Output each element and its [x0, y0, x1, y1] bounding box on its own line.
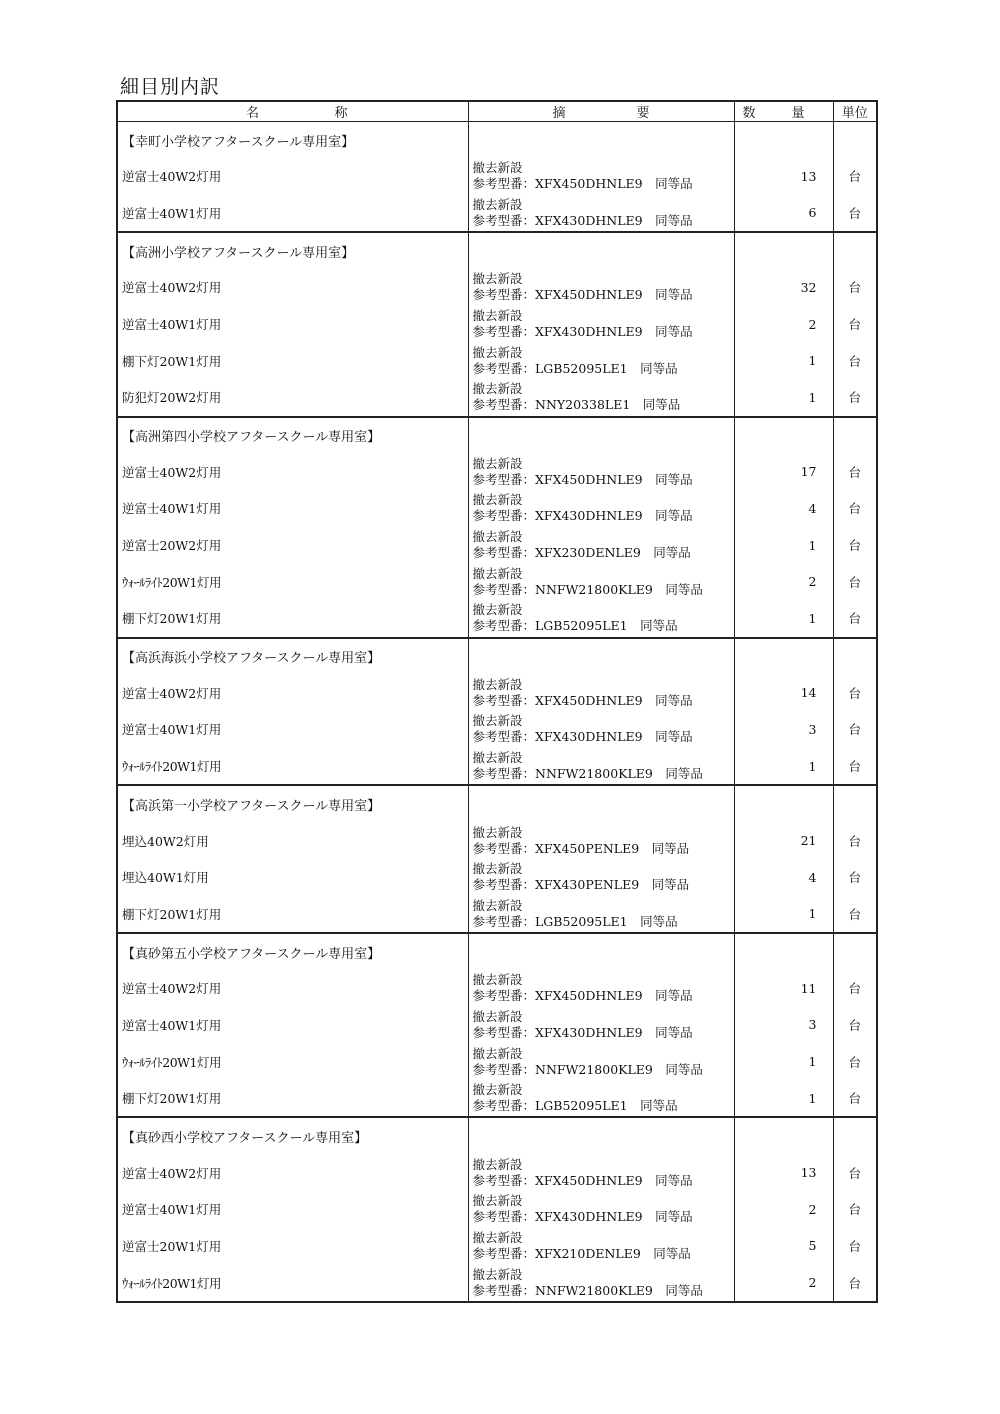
- item-quantity: 1: [734, 748, 833, 786]
- item-description-line1: 撤去新設: [472, 492, 523, 508]
- header-quantity: [734, 101, 833, 122]
- empty-cell: [734, 785, 833, 822]
- item-quantity: 6: [734, 195, 833, 233]
- empty-cell: [734, 638, 833, 675]
- table-row: [117, 490, 877, 527]
- item-name: 埋込40W1灯用: [117, 859, 468, 896]
- header-name: [117, 101, 468, 122]
- item-description-line1: 撤去新設: [472, 1045, 523, 1061]
- item-unit: 台: [833, 1043, 877, 1080]
- group-heading: 【幸町小学校アフタースクール専用室】: [117, 122, 468, 159]
- item-description-line2: 参考型番：XFX430DHNLE9 同等品: [472, 508, 693, 524]
- item-description-line1: 撤去新設: [472, 1156, 523, 1172]
- item-description-line2: 参考型番：XFX450DHNLE9 同等品: [472, 176, 693, 192]
- item-name: 棚下灯20W1灯用: [117, 600, 468, 638]
- item-name: 逆富士40W1灯用: [117, 306, 468, 343]
- item-quantity: 4: [734, 490, 833, 527]
- header-name-char-1: 名: [246, 106, 260, 121]
- item-unit: 台: [833, 1080, 877, 1118]
- item-unit: 台: [833, 896, 877, 934]
- item-description-line2: 参考型番：LGB52095LE1 同等品: [472, 1098, 678, 1114]
- item-name: 逆富士40W1灯用: [117, 195, 468, 233]
- item-description-line2: 参考型番：NNFW21800KLE9 同等品: [472, 766, 703, 782]
- item-description-line1: 撤去新設: [472, 750, 523, 766]
- item-description-line1: 撤去新設: [472, 897, 523, 913]
- item-description: [468, 342, 734, 379]
- item-unit: 台: [833, 342, 877, 379]
- item-description-line2: 参考型番：XFX430DHNLE9 同等品: [472, 1024, 693, 1040]
- item-unit: 台: [833, 970, 877, 1007]
- item-unit: 台: [833, 306, 877, 343]
- empty-cell: [833, 122, 877, 159]
- item-description: [468, 490, 734, 527]
- empty-cell: [833, 638, 877, 675]
- item-description-line1: 撤去新設: [472, 1229, 523, 1245]
- group-heading-row: [117, 417, 877, 454]
- header-name-char-2: 称: [334, 106, 348, 121]
- item-name: ｳｫｰﾙﾗｲﾄ20W1灯用: [117, 563, 468, 600]
- item-name: 逆富士40W2灯用: [117, 970, 468, 1007]
- item-description-line2: 参考型番：XFX450DHNLE9 同等品: [472, 988, 693, 1004]
- item-name: ｳｫｰﾙﾗｲﾄ20W1灯用: [117, 748, 468, 786]
- group-heading: 【高洲小学校アフタースクール専用室】: [117, 232, 468, 269]
- empty-cell: [734, 232, 833, 269]
- item-unit: 台: [833, 269, 877, 306]
- table-row: [117, 859, 877, 896]
- empty-cell: [468, 122, 734, 159]
- header-qty-char-2: 量: [791, 106, 805, 121]
- item-unit: 台: [833, 1264, 877, 1302]
- item-quantity: 1: [734, 600, 833, 638]
- item-description-line1: 撤去新設: [472, 344, 523, 360]
- group-heading-row: [117, 933, 877, 970]
- item-quantity: 13: [734, 158, 833, 195]
- item-description-line2: 参考型番：XFX430DHNLE9 同等品: [472, 1209, 693, 1225]
- item-description: [468, 1154, 734, 1191]
- item-quantity: 1: [734, 1080, 833, 1118]
- item-description-line1: 撤去新設: [472, 196, 523, 212]
- item-description: [468, 822, 734, 859]
- item-name: 棚下灯20W1灯用: [117, 342, 468, 379]
- item-unit: 台: [833, 1154, 877, 1191]
- group-heading-row: [117, 1117, 877, 1154]
- table-row: [117, 1228, 877, 1265]
- empty-cell: [734, 417, 833, 454]
- table-row: [117, 711, 877, 748]
- item-description-line2: 参考型番：LGB52095LE1 同等品: [472, 913, 678, 929]
- item-quantity: 11: [734, 970, 833, 1007]
- item-description-line1: 撤去新設: [472, 1193, 523, 1209]
- table-row: [117, 306, 877, 343]
- item-quantity: 1: [734, 896, 833, 934]
- item-unit: 台: [833, 822, 877, 859]
- item-name: 防犯灯20W2灯用: [117, 379, 468, 417]
- empty-cell: [833, 785, 877, 822]
- item-description-line2: 参考型番：XFX210DENLE9 同等品: [472, 1245, 691, 1261]
- item-unit: 台: [833, 195, 877, 233]
- document-title: 細目別内訳: [120, 76, 221, 98]
- item-quantity: 2: [734, 563, 833, 600]
- item-description: [468, 711, 734, 748]
- item-name: 逆富士40W1灯用: [117, 711, 468, 748]
- item-description-line2: 参考型番：XFX450DHNLE9 同等品: [472, 287, 693, 303]
- table-row: [117, 342, 877, 379]
- item-quantity: 5: [734, 1228, 833, 1265]
- item-description-line2: 参考型番：NNFW21800KLE9 同等品: [472, 1061, 703, 1077]
- item-description-line1: 撤去新設: [472, 455, 523, 471]
- empty-cell: [734, 933, 833, 970]
- table-row: [117, 379, 877, 417]
- item-quantity: 2: [734, 1191, 833, 1228]
- group-heading: 【高洲第四小学校アフタースクール専用室】: [117, 417, 468, 454]
- item-description-line1: 撤去新設: [472, 271, 523, 287]
- item-description-line1: 撤去新設: [472, 602, 523, 618]
- item-description-line1: 撤去新設: [472, 308, 523, 324]
- item-description-line2: 参考型番：NNY20338LE1 同等品: [472, 397, 681, 413]
- item-description-line2: 参考型番：XFX430DHNLE9 同等品: [472, 324, 693, 340]
- breakdown-table: [116, 100, 878, 1303]
- item-name: 逆富士20W2灯用: [117, 527, 468, 564]
- empty-cell: [468, 638, 734, 675]
- item-description-line1: 撤去新設: [472, 160, 523, 176]
- item-description: [468, 379, 734, 417]
- item-unit: 台: [833, 527, 877, 564]
- item-description-line1: 撤去新設: [472, 713, 523, 729]
- group-heading-row: [117, 232, 877, 269]
- table-row: [117, 1191, 877, 1228]
- item-description-line2: 参考型番：NNFW21800KLE9 同等品: [472, 581, 703, 597]
- item-quantity: 4: [734, 859, 833, 896]
- item-description: [468, 1007, 734, 1044]
- table-row: [117, 748, 877, 786]
- item-description: [468, 896, 734, 934]
- item-unit: 台: [833, 600, 877, 638]
- group-heading: 【真砂西小学校アフタースクール専用室】: [117, 1117, 468, 1154]
- item-description-line2: 参考型番：XFX430PENLE9 同等品: [472, 877, 690, 893]
- item-description-line2: 参考型番：XFX450DHNLE9 同等品: [472, 692, 693, 708]
- table-row: [117, 1043, 877, 1080]
- item-description-line1: 撤去新設: [472, 861, 523, 877]
- table-row: [117, 454, 877, 491]
- empty-cell: [468, 933, 734, 970]
- empty-cell: [468, 785, 734, 822]
- table-row: [117, 675, 877, 712]
- table-body: [117, 122, 877, 1302]
- empty-cell: [734, 1117, 833, 1154]
- table-row: [117, 1264, 877, 1302]
- table-row: [117, 195, 877, 233]
- item-description-line2: 参考型番：LGB52095LE1 同等品: [472, 360, 678, 376]
- item-unit: 台: [833, 1228, 877, 1265]
- item-quantity: 1: [734, 342, 833, 379]
- empty-cell: [833, 1117, 877, 1154]
- group-heading: 【高浜海浜小学校アフタースクール専用室】: [117, 638, 468, 675]
- item-description: [468, 269, 734, 306]
- item-name: 逆富士40W1灯用: [117, 1007, 468, 1044]
- item-quantity: 1: [734, 527, 833, 564]
- table-row: [117, 563, 877, 600]
- empty-cell: [468, 232, 734, 269]
- item-description-line1: 撤去新設: [472, 381, 523, 397]
- item-description-line2: 参考型番：XFX430DHNLE9 同等品: [472, 729, 693, 745]
- group-heading-row: [117, 638, 877, 675]
- item-name: 逆富士40W2灯用: [117, 675, 468, 712]
- item-unit: 台: [833, 454, 877, 491]
- item-quantity: 2: [734, 1264, 833, 1302]
- item-unit: 台: [833, 158, 877, 195]
- item-quantity: 3: [734, 711, 833, 748]
- item-unit: 台: [833, 675, 877, 712]
- table-row: [117, 158, 877, 195]
- item-quantity: 32: [734, 269, 833, 306]
- item-quantity: 3: [734, 1007, 833, 1044]
- item-name: 棚下灯20W1灯用: [117, 1080, 468, 1118]
- item-description: [468, 158, 734, 195]
- item-name: ｳｫｰﾙﾗｲﾄ20W1灯用: [117, 1264, 468, 1302]
- item-description-line1: 撤去新設: [472, 565, 523, 581]
- empty-cell: [833, 232, 877, 269]
- item-name: 逆富士40W2灯用: [117, 454, 468, 491]
- item-description-line2: 参考型番：XFX450PENLE9 同等品: [472, 840, 690, 856]
- item-unit: 台: [833, 490, 877, 527]
- empty-cell: [833, 933, 877, 970]
- item-description: [468, 1080, 734, 1118]
- item-description-line1: 撤去新設: [472, 972, 523, 988]
- item-description: [468, 748, 734, 786]
- item-description: [468, 1228, 734, 1265]
- item-quantity: 2: [734, 306, 833, 343]
- item-description: [468, 563, 734, 600]
- item-quantity: 21: [734, 822, 833, 859]
- item-name: 埋込40W2灯用: [117, 822, 468, 859]
- item-unit: 台: [833, 859, 877, 896]
- item-description-line2: 参考型番：LGB52095LE1 同等品: [472, 618, 678, 634]
- item-unit: 台: [833, 711, 877, 748]
- item-name: 棚下灯20W1灯用: [117, 896, 468, 934]
- item-description: [468, 859, 734, 896]
- item-description-line1: 撤去新設: [472, 824, 523, 840]
- item-name: ｳｫｰﾙﾗｲﾄ20W1灯用: [117, 1043, 468, 1080]
- item-quantity: 13: [734, 1154, 833, 1191]
- header-desc-char-2: 要: [636, 106, 650, 121]
- item-description-line1: 撤去新設: [472, 529, 523, 545]
- item-quantity: 1: [734, 1043, 833, 1080]
- item-quantity: 17: [734, 454, 833, 491]
- item-quantity: 1: [734, 379, 833, 417]
- table-row: [117, 600, 877, 638]
- item-description-line2: 参考型番：XFX450DHNLE9 同等品: [472, 1172, 693, 1188]
- item-description-line2: 参考型番：NNFW21800KLE9 同等品: [472, 1282, 703, 1298]
- header-desc-char-1: 摘: [552, 106, 566, 121]
- item-unit: 台: [833, 1007, 877, 1044]
- item-description: [468, 454, 734, 491]
- group-heading: 【真砂第五小学校アフタースクール専用室】: [117, 933, 468, 970]
- item-description-line1: 撤去新設: [472, 1082, 523, 1098]
- table-row: [117, 970, 877, 1007]
- item-description: [468, 1043, 734, 1080]
- item-description-line1: 撤去新設: [472, 676, 523, 692]
- item-description: [468, 675, 734, 712]
- group-heading: 【高浜第一小学校アフタースクール専用室】: [117, 785, 468, 822]
- empty-cell: [468, 417, 734, 454]
- header-qty-char-1: 数: [742, 106, 756, 121]
- item-description: [468, 195, 734, 233]
- empty-cell: [833, 417, 877, 454]
- item-name: 逆富士40W1灯用: [117, 490, 468, 527]
- item-description-line1: 撤去新設: [472, 1266, 523, 1282]
- empty-cell: [468, 1117, 734, 1154]
- table-row: [117, 1007, 877, 1044]
- item-unit: 台: [833, 379, 877, 417]
- table-row: [117, 822, 877, 859]
- item-description-line1: 撤去新設: [472, 1008, 523, 1024]
- item-description: [468, 527, 734, 564]
- item-description-line2: 参考型番：XFX450DHNLE9 同等品: [472, 471, 693, 487]
- group-heading-row: [117, 785, 877, 822]
- item-description-line2: 参考型番：XFX430DHNLE9 同等品: [472, 212, 693, 228]
- item-unit: 台: [833, 563, 877, 600]
- item-name: 逆富士40W2灯用: [117, 269, 468, 306]
- header-unit: 単位: [833, 101, 877, 122]
- empty-cell: [734, 122, 833, 159]
- table-row: [117, 1154, 877, 1191]
- item-quantity: 14: [734, 675, 833, 712]
- item-name: 逆富士40W1灯用: [117, 1191, 468, 1228]
- item-name: 逆富士40W2灯用: [117, 158, 468, 195]
- item-unit: 台: [833, 1191, 877, 1228]
- header-description: [468, 101, 734, 122]
- table-row: [117, 527, 877, 564]
- item-name: 逆富士40W2灯用: [117, 1154, 468, 1191]
- table-row: [117, 269, 877, 306]
- item-description: [468, 1191, 734, 1228]
- item-description: [468, 1264, 734, 1302]
- group-heading-row: [117, 122, 877, 159]
- table-row: [117, 1080, 877, 1118]
- table-row: [117, 896, 877, 934]
- item-unit: 台: [833, 748, 877, 786]
- item-description: [468, 306, 734, 343]
- item-description-line2: 参考型番：XFX230DENLE9 同等品: [472, 545, 691, 561]
- item-description: [468, 600, 734, 638]
- item-name: 逆富士20W1灯用: [117, 1228, 468, 1265]
- table-header: [117, 101, 877, 122]
- item-description: [468, 970, 734, 1007]
